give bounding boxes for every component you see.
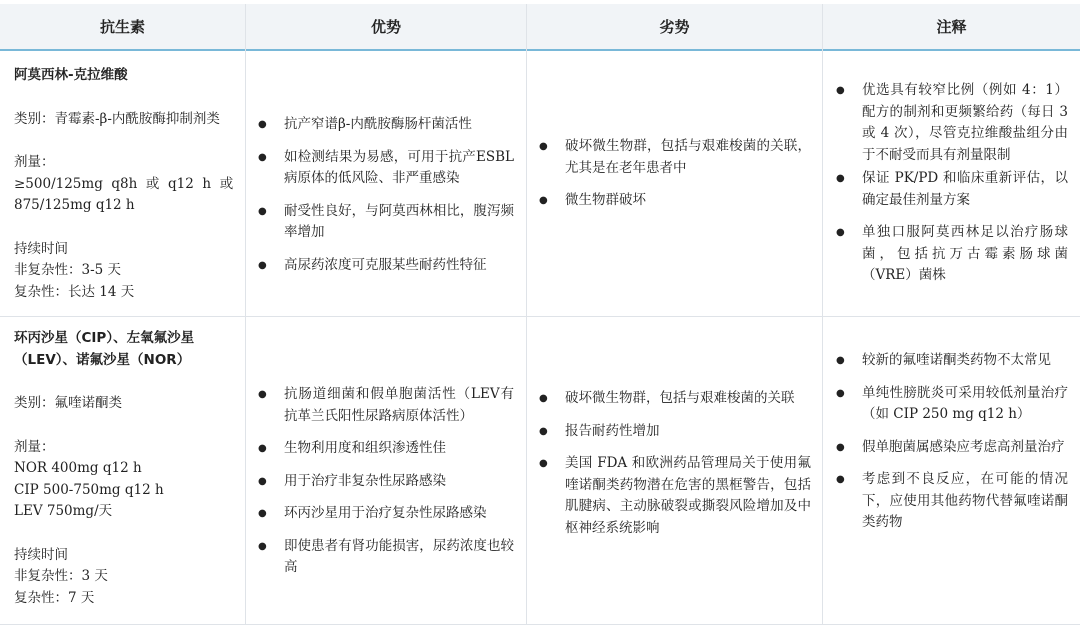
list-item: ● 微生物群破坏 [539, 190, 811, 212]
list-item: ● 美国 FDA 和欧洲药品管理局关于使用氟喹诺酮类药物潜在危害的黑框警告，包括肌腱病、主动脉破裂或撕裂风险增加及中枢神经系统影响 [539, 453, 811, 539]
duration-label: 持续时间 [14, 546, 68, 563]
row-divider [0, 624, 1080, 625]
list-item: ● 抗产窄谱β-内酰胺酶肠杆菌活性 [258, 114, 514, 136]
list-item: ● 抗肠道细菌和假单胞菌活性（LEV有抗革兰氏阳性尿路病原体活性） [258, 384, 514, 427]
list-item: ● 即使患者有肾功能损害，尿药浓度也较高 [258, 536, 514, 579]
notes-cell [836, 350, 1068, 545]
notes-cell [836, 80, 1068, 298]
list-item: ● 较新的氟喹诺酮类药物不太常见 [836, 350, 1068, 372]
dose-line: 875/125mg q12 h [14, 197, 135, 213]
disadvantages-cell [539, 136, 811, 223]
dose-line: ≥500/125mg q8h 或 q12 h 或 [14, 175, 234, 192]
advantages-cell [258, 114, 514, 287]
antibiotic-name: 环丙沙星（CIP）、左氧氟沙星（LEV）、诺氟沙星（NOR） [14, 330, 195, 368]
duration-label: 持续时间 [14, 240, 68, 257]
list-item: ● 环丙沙星用于治疗复杂性尿路感染 [258, 503, 514, 525]
dose-line: CIP 500-750mg q12 h [14, 481, 164, 498]
antibiotic-name: 阿莫西林-克拉维酸 [14, 67, 128, 83]
dose-line: NOR 400mg q12 h [14, 460, 142, 476]
list-item: ● 用于治疗非复杂性尿路感染 [258, 471, 514, 493]
header-antibiotic: 抗生素 [99, 18, 145, 36]
header-advantages: 优势 [370, 18, 401, 36]
list-item: ● 报告耐药性增加 [539, 421, 811, 443]
table-row-antibiotic-cell [14, 328, 236, 609]
list-item: ● 如检测结果为易感，可用于抗产ESBL病原体的低风险、非严重感染 [258, 147, 514, 190]
list-item: ● 破坏微生物群，包括与艰难梭菌的关联 [539, 388, 811, 410]
column-divider [526, 4, 527, 624]
duration-line: 非复杂性：3-5 天 [14, 262, 122, 278]
duration-line: 复杂性：7 天 [14, 589, 95, 606]
dose-label: 剂量： [14, 154, 55, 170]
list-item: ● 破坏微生物群，包括与艰难梭菌的关联，尤其是在老年患者中 [539, 136, 811, 179]
duration-line: 复杂性：长达 14 天 [14, 283, 135, 300]
list-item: ● 假单胞菌属感染应考虑高剂量治疗 [836, 437, 1068, 459]
column-divider [245, 4, 246, 624]
table-row-antibiotic-cell [14, 65, 236, 303]
antibiotic-category: 类别：青霉素-β-内酰胺酶抑制剂类 [14, 110, 220, 127]
advantages-cell [258, 384, 514, 590]
list-item: ● 优选具有较窄比例（例如 4：1）配方的制剂和更频繁给药（每日 3 或 4 次），尽管克拉维酸盐组分由于不耐受而具有剂量限制 [836, 80, 1068, 166]
disadvantages-cell [539, 388, 811, 550]
list-item: ● 考虑到不良反应，在可能的情况下，应使用其他药物代替氟喹诺酮类药物 [836, 469, 1068, 534]
dose-line: LEV 750mg/天 [14, 503, 113, 519]
list-item: ● 生物利用度和组织渗透性佳 [258, 438, 514, 460]
header-notes: 注释 [936, 18, 967, 36]
duration-line: 非复杂性：3 天 [14, 568, 108, 584]
list-item: ● 单独口服阿莫西林足以治疗肠球菌，包括抗万古霉素肠球菌（VRE）菌株 [836, 222, 1068, 287]
antibiotic-category: 类别：氟喹诺酮类 [14, 395, 122, 411]
dose-label: 剂量： [14, 438, 55, 455]
list-item: ● 保证 PK/PD 和临床重新评估，以确定最佳剂量方案 [836, 168, 1068, 211]
list-item: ● 耐受性良好，与阿莫西林相比，腹泻频率增加 [258, 201, 514, 244]
list-item: ● 高尿药浓度可克服某些耐药性特征 [258, 255, 514, 277]
header-disadvantages: 劣势 [659, 18, 690, 36]
list-item: ● 单纯性膀胱炎可采用较低剂量治疗（如 CIP 250 mg q12 h） [836, 383, 1068, 426]
row-divider [0, 316, 1080, 317]
column-divider [822, 4, 823, 624]
